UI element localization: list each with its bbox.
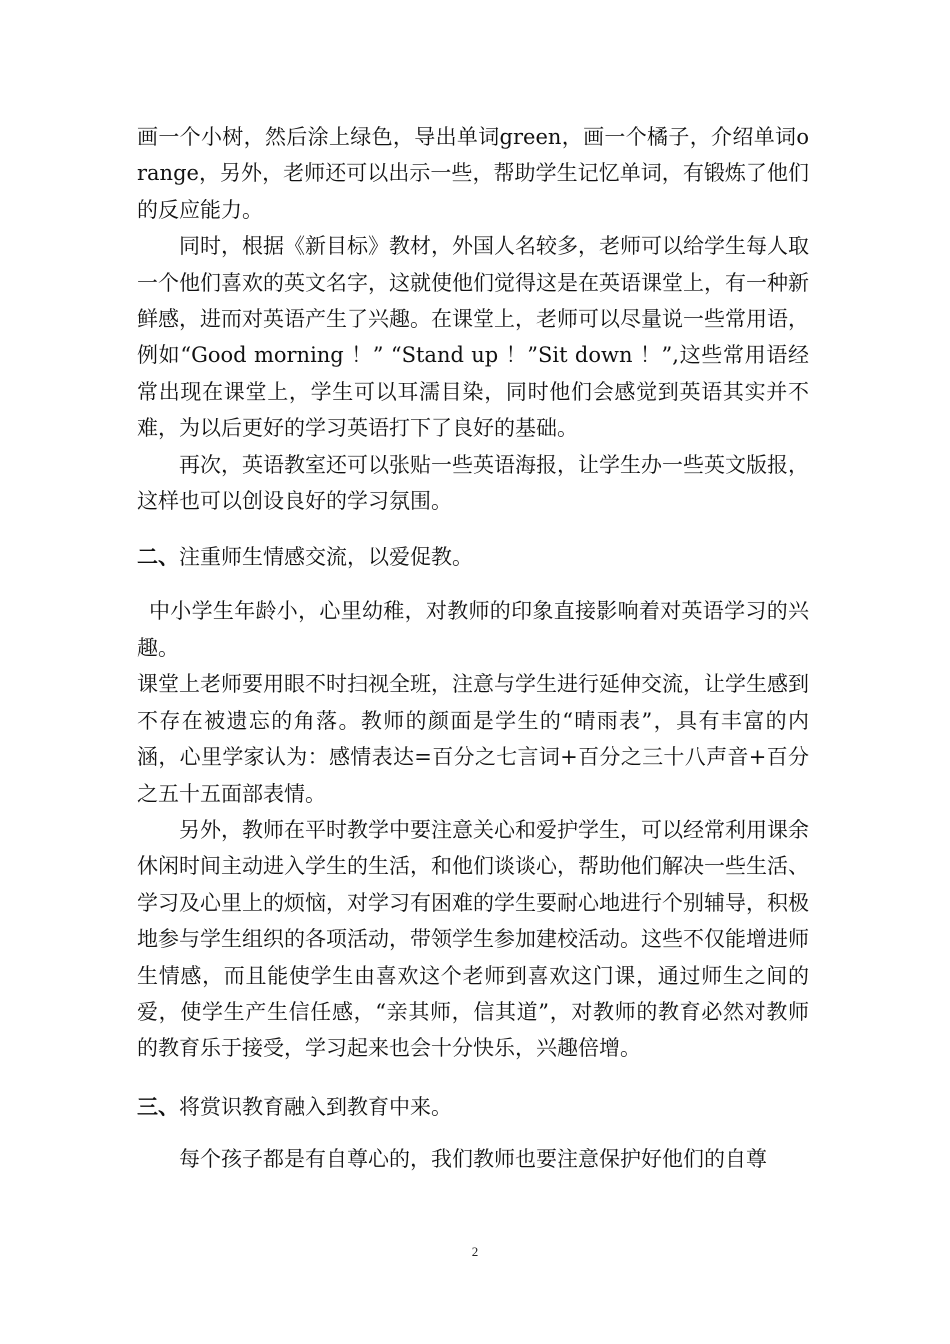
section-title-three: 将赏识教育融入到教育中来。 [179,1094,452,1119]
paragraph-eye-contact: 课堂上老师要用眼不时扫视全班，注意与学生进行延伸交流，让学生感到不存在被遗忘的角落。教师的颜面是学生的“晴雨表”，具有丰富的内涵，心里学家认为：感情表达=百分之七言词+百分之三十八声音+百分之五十五面部表情。 [137,672,809,806]
paragraph-care-students: 另外，教师在平时教学中要注意关心和爱护学生，可以经常利用课余休闲时间主动进入学生的生活，和他们谈谈心，帮助他们解决一些生活、学习及心里上的烦恼，对学习有困难的学生要耐心地进行个别辅导，积极地参与学生组织的各项活动，带领学生参加建校活动。这些不仅能增进师生情感，而且能使学生由喜欢这个老师到喜欢这门课，通过师生之间的爱，使学生产生信任感，“亲其师，信其道”，对教师的教育必然对教师的教育乐于接受，学习起来也会十分快乐，兴趣倍增。 [137,817,809,1061]
section-heading-two [137,539,809,575]
document-body [137,119,809,1177]
paragraph-classroom-posters: 再次，英语教室还可以张贴一些英语海报，让学生办一些英文版报，这样也可以创设良好的学习氛围。 [137,452,809,514]
paragraph-student-age: 中小学生年龄小，心里幼稚，对教师的印象直接影响着对英语学习的兴趣。 [137,599,809,660]
paragraph-self-esteem: 每个孩子都是有自尊心的，我们教师也要注意保护好他们的自尊 [179,1146,767,1171]
section-heading-three [137,1089,809,1125]
section-title-two: 注重师生情感交流，以爱促教。 [179,545,473,570]
paragraph-draw-tree: 画一个小树，然后涂上绿色，导出单词green，画一个橘子，介绍单词orange，另外，老师还可以出示一些，帮助学生记忆单词，有锻炼了他们的反应能力。 [137,125,809,222]
paragraph-english-names: 同时，根据《新目标》教材，外国人名较多，老师可以给学生每人取一个他们喜欢的英文名字，这就使他们觉得这是在英语课堂上，有一种新鲜感，进而对英语产生了兴趣。在课堂上，老师可以尽量说一些常用语，例如“Good morning ！” “Stand up ！”Sit down ！”,这些常用语经常出现在课堂上，学生可以耳濡目染，同时他们会感觉到英语其实并不难，为以后更好的学习英语打下了良好的基础。 [137,234,809,441]
page-number: 2 [471,1244,479,1259]
section-number-three: 三、 [137,1094,179,1119]
section-number-two: 二、 [137,545,179,570]
